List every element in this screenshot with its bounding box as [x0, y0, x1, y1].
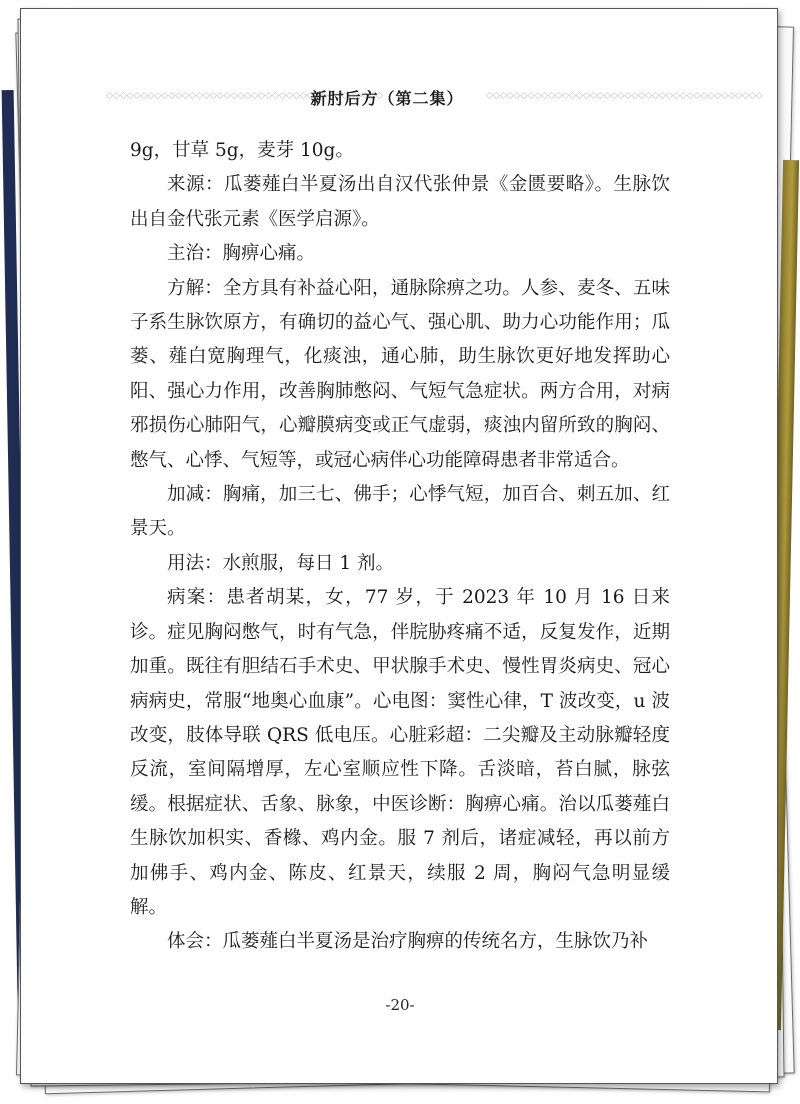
header-ornament-left: ◇◇◇◇◇◇◇◇◇◇◇◇◇◇◇◇◇◇◇◇◇◇◇◇◇◇◇◇◇◇◇◇◇◇◇◇◇◇◇◇ [106, 91, 383, 101]
paragraph-source [130, 168, 670, 237]
paragraph-text: 瓜蒌薤白半夏汤是治疗胸痹的传统名方，生脉饮乃补 [222, 931, 649, 953]
paragraph-text: 胸痹心痛。 [222, 243, 316, 265]
paragraph-text: 9g，甘草 5g，麦芽 10g。 [130, 140, 354, 161]
paragraph-text: 水煎服，每日 1 剂。 [222, 552, 395, 574]
paragraph-label: 来源： [167, 174, 224, 196]
paragraph-experience [130, 925, 670, 959]
header-ornament-right: ◇◇◇◇◇◇◇◇◇◇◇◇◇◇◇◇◇◇◇◇◇◇◇◇◇◇◇◇◇◇◇◇◇◇◇◇◇◇◇◇ [486, 91, 763, 101]
paragraph-text: 患者胡某，女，77 岁，于 2023 年 10 月 16 日来诊。症见胸闷憋气，时有气急，伴脘胁疼痛不适，反复发作，近期加重。既往有胆结石手术史、甲状腺手术史、慢性胃炎病史、冠心病病史，常服“地奥心血康”。心电图：窦性心律，T 波改变，u 波改变，肢体导联 QRS 低电压。心脏彩超：二尖瓣及主动脉瓣轻度反流，室间隔增厚，左心室顺应性下降。舌淡暗，苔白腻，脉弦缓。根据症状、舌象、脉象，中医诊断：胸痹心痛。治以瓜蒌薤白生脉饮加枳实、香橼、鸡内金。服 7 剂后，诸症减轻，再以前方加佛手、鸡内金、陈皮、红景天，续服 2 周，胸闷气急明显缓解。 [130, 587, 670, 918]
paragraph-label: 体会： [167, 931, 223, 953]
paragraph-label: 用法： [167, 552, 223, 574]
paragraph-text: 全方具有补益心阳，通脉除痹之功。人参、麦冬、五味子系生脉饮原方，有确切的益心气、强心肌、助力心功能作用；瓜蒌、薤白宽胸理气，化痰浊，通心肺，助生脉饮更好地发挥助心阳、强心力作用，改善胸肺憋闷、气短气急症状。两方合用，对病邪损伤心肺阳气，心瓣膜病变或正气虚弱，痰浊内留所致的胸闷、憋气、心悸、气短等，或冠心病伴心功能障碍患者非常适合。 [130, 277, 670, 471]
paragraph-label: 加减： [167, 484, 223, 506]
page-number: -20- [385, 996, 415, 1014]
paragraph-modifications [130, 478, 670, 547]
paragraph-text: 瓜蒌薤白半夏汤出自汉代张仲景《金匮要略》。生脉饮出自金代张元素《医学启源》。 [130, 174, 670, 230]
paragraph-continuation [130, 134, 670, 168]
paragraph-label: 方解： [167, 277, 223, 299]
paragraph-formula-analysis [130, 272, 670, 478]
paragraph-label: 病案： [167, 587, 227, 609]
paragraph-case [130, 581, 670, 925]
paragraph-label: 主治： [167, 243, 223, 265]
paragraph-usage [130, 547, 670, 581]
paragraph-indication [130, 237, 670, 271]
page-header [106, 86, 763, 108]
paragraph-text: 胸痛，加三七、佛手；心悸气短，加百合、刺五加、红景天。 [130, 484, 670, 540]
page-body [130, 134, 670, 960]
running-title: 新肘后方（第二集） [310, 89, 464, 108]
